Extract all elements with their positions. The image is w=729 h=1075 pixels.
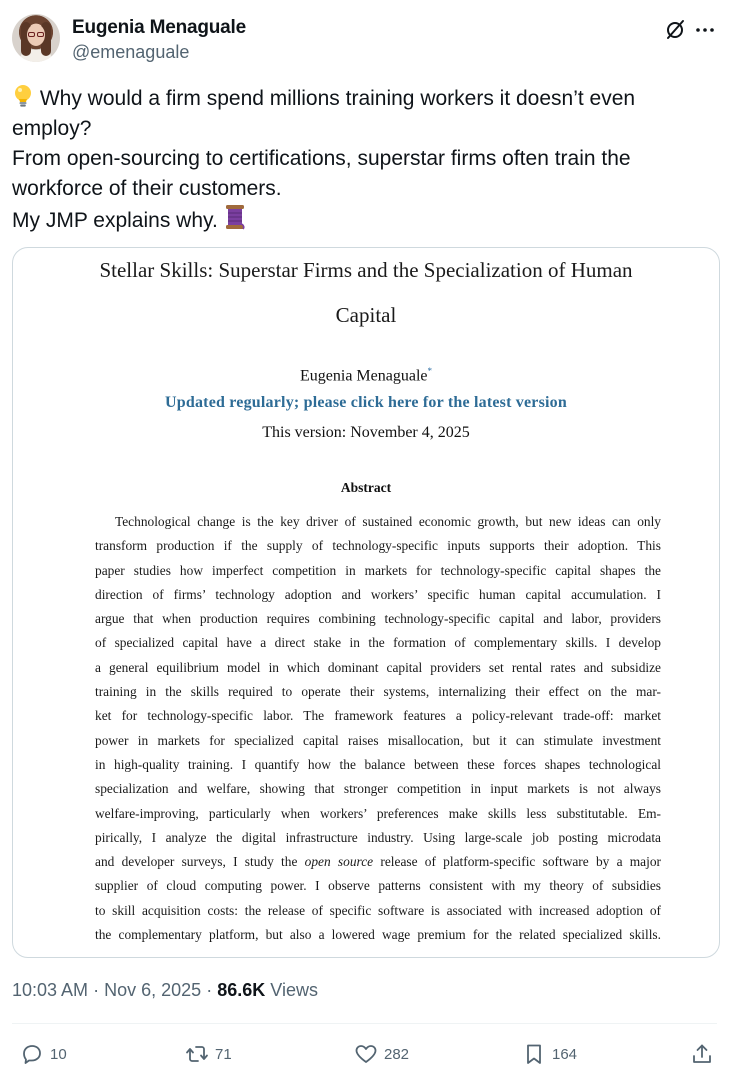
tweet-line-1 — [12, 84, 712, 114]
meta-separator: · — [93, 980, 100, 1000]
bookmark-button[interactable] — [522, 1038, 577, 1070]
abstract-line: specialization and welfare, showing that stronger competition in input markets is not always — [95, 781, 661, 797]
tweet-header — [12, 12, 717, 64]
paper-title-line-1: Stellar Skills: Superstar Firms and the Specialization of Human — [99, 258, 633, 282]
abstract-line-15-start: and developer surveys, I study the — [95, 854, 298, 870]
tweet-text — [12, 84, 712, 236]
repost-count: 71 — [215, 1045, 232, 1063]
more-options-icon[interactable] — [693, 18, 717, 42]
tweet-meta — [12, 980, 318, 1001]
tweet-line-2: employ? — [12, 117, 92, 140]
abstract-line: supplier of cloud computing power. I observe patterns consistent with my theory of subsidies — [95, 878, 661, 894]
meta-separator: · — [206, 980, 213, 1000]
abstract-line: to skill acquisition costs: the release of specific software is associated with increased adoption of — [95, 902, 661, 918]
paper-first-page — [13, 248, 719, 957]
like-count: 282 — [384, 1045, 410, 1063]
action-bar — [0, 1038, 729, 1070]
abstract-heading: Abstract — [340, 480, 392, 495]
bookmark-icon — [522, 1042, 546, 1066]
share-button[interactable] — [690, 1038, 720, 1070]
tweet-line-4: workforce of their customers. — [12, 177, 282, 200]
attached-image-card[interactable] — [12, 247, 720, 958]
abstract-line: in high-quality training. I quantify how the balance between these forces shapes technological — [95, 756, 661, 772]
abstract-line-mixed — [95, 850, 661, 874]
abstract-line: ket for technology-specific labor. The framework features a policy-relevant trade-off: market — [95, 708, 661, 724]
divider — [12, 1023, 717, 1024]
abstract-line: transform production if the supply of technology-specific inputs supports their adoption. This — [95, 538, 661, 554]
abstract-line: power in markets for specialized capital raises misallocation, but it can stimulate investment — [95, 732, 661, 748]
heart-icon — [354, 1042, 378, 1066]
views-label: Views — [270, 980, 318, 1000]
open-source-italic: open source — [304, 854, 374, 870]
lightbulb-icon — [12, 84, 34, 108]
thread-spool-icon — [224, 204, 246, 230]
reply-count: 10 — [50, 1045, 67, 1063]
abstract-line: training in the skills required to operate their systems, internalizing their effect on the mar- — [95, 684, 661, 700]
grok-icon[interactable] — [663, 18, 687, 42]
reply-icon — [20, 1042, 44, 1066]
abstract-line-15-rest: release of platform-specific software by a major — [380, 854, 661, 870]
author-handle[interactable]: @emenaguale — [72, 42, 190, 62]
abstract-line: paper studies how imperfect competition in markets for technology-specific capital shapes the — [95, 562, 661, 578]
tweet-line-1-text: Why would a firm spend millions training workers it doesn’t even — [39, 87, 636, 110]
author-footnote-mark: * — [427, 366, 432, 376]
author-name[interactable]: Eugenia Menaguale — [72, 17, 246, 38]
repost-icon — [185, 1042, 209, 1066]
abstract-line: of specialized capital have a direct stake in the formation of complementary skills. I develop — [95, 635, 661, 651]
abstract-line: Technological change is the key driver of sustained economic growth, but new ideas can only — [115, 514, 661, 529]
paper-author — [13, 366, 719, 385]
repost-button[interactable] — [185, 1038, 232, 1070]
abstract-line: direction of firms’ technology adoption and workers’ specific human capital accumulation. I — [95, 586, 661, 602]
abstract-line: argue that when production requires combining technology-specific capital and labor, providers — [95, 611, 661, 627]
abstract-body — [95, 510, 661, 947]
tweet-date[interactable]: Nov 6, 2025 — [104, 980, 202, 1000]
tweet-line-3: From open-sourcing to certifications, superstar firms often train the — [12, 147, 631, 170]
bookmark-count: 164 — [552, 1045, 578, 1063]
tweet-line-5-text: My JMP explains why. — [12, 209, 218, 232]
tweet-line-5 — [12, 204, 712, 236]
reply-button[interactable] — [20, 1038, 67, 1070]
abstract-line: a general equilibrium model in which dominant capital providers set rental rates and subsidize — [95, 659, 661, 675]
paper-title-line-2: Capital — [335, 303, 397, 327]
abstract-line: welfare-improving, particularly when workers’ preferences make skills less substitutable. Em- — [95, 805, 661, 821]
abstract-line: the complementary platform, but also a lowered wage premium for the related specialized skills. — [95, 927, 661, 943]
views-count: 86.6K — [217, 980, 266, 1000]
avatar[interactable] — [12, 14, 60, 62]
paper-version: This version: November 4, 2025 — [262, 424, 470, 441]
latest-version-link[interactable]: Updated regularly; please click here for the latest version — [165, 394, 567, 411]
tweet-time[interactable]: 10:03 AM — [12, 980, 89, 1000]
like-button[interactable] — [354, 1038, 409, 1070]
share-icon — [690, 1042, 714, 1066]
abstract-line: pirically, I analyze the digital infrastructure industry. Using large-scale job posting microdata — [95, 829, 661, 845]
paper-author-name: Eugenia Menaguale — [300, 367, 428, 385]
